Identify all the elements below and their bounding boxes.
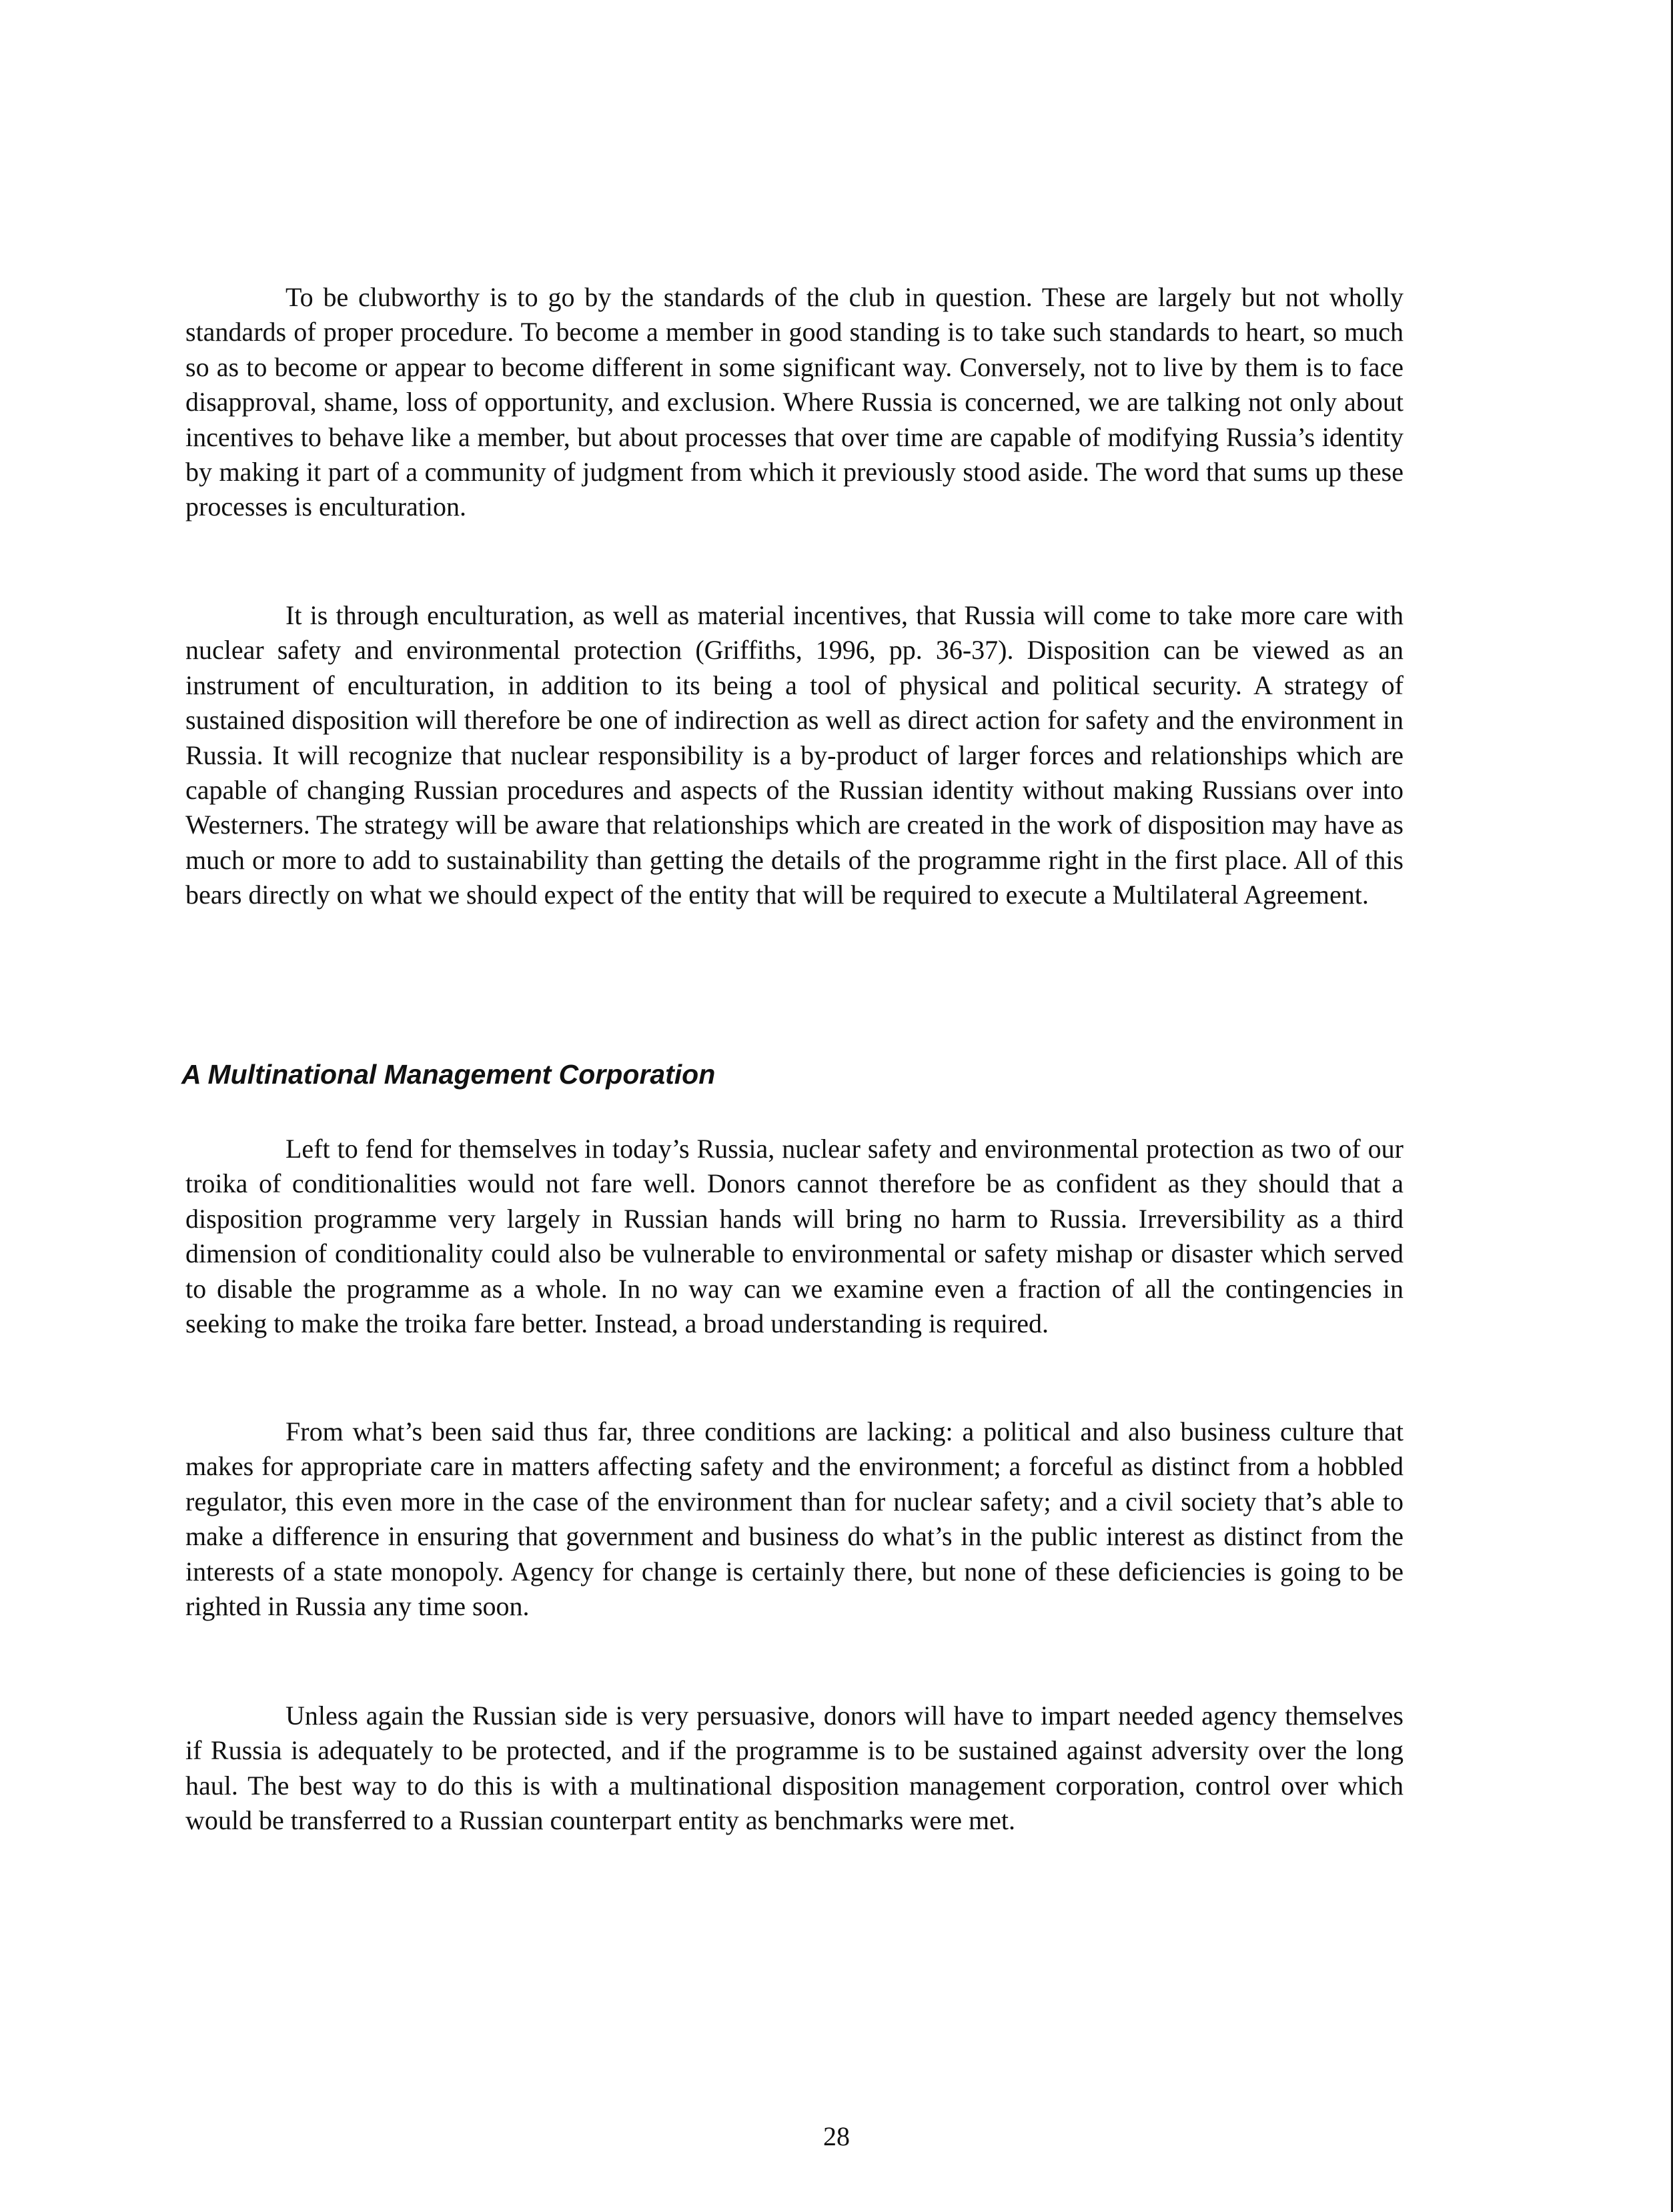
paragraph-fend-for-themselves: Left to fend for themselves in today’s Russia, nuclear safety and environmental protection as two of our troika of conditionalities would not fare well. Donors cannot therefore be as confident as they should that a disposition programme very largely in Russian hands will bring no harm to Russia. Irreversibility as a third dimension of conditionality could also be vulnerable to environmental or safety mishap or disaster which served to disable the programme as a whole. In no way can we examine even a fraction of all the contingencies in seeking to make the troika fare better. Instead, a broad understanding is required. [185,1134,1404,1339]
paragraph-clubworthy: To be clubworthy is to go by the standards of the club in question. These are largely but not wholly standards of proper procedure. To become a member in good standing is to take such standards to heart, so much so as to become or appear to become different in some significant way. Conversely, not to live by them is to face disapproval, shame, loss of opportunity, and exclusion. Where Russia is concerned, we are talking not only about incentives to behave like a member, but about processes that over time are capable of modifying Russia’s identity by making it part of a community of judgment from which it previously stood aside. The word that sums up these processes is enculturation. [185,282,1404,522]
paragraph-enculturation: It is through enculturation, as well as material incentives, that Russia will come to take more care with nuclear safety and environmental protection (Griffiths, 1996, pp. 36-37). Disposition can be viewed as an instrument of enculturation, in addition to its being a tool of physical and political security. A strategy of sustained disposition will therefore be one of indirection as well as direct action for safety and the environment in Russia. It will recognize that nuclear responsibility is a by-product of larger forces and relationships which are capable of changing Russian procedures and aspects of the Russian identity without making Russians over into Westerners. The strategy will be aware that relationships which are created in the work of disposition may have as much or more to add to sustainability than getting the details of the programme right in the first place. All of this bears directly on what we should expect of the entity that will be required to execute a Multilateral Agreement. [185,600,1404,910]
paragraph-donors-agency: Unless again the Russian side is very persuasive, donors will have to impart needed agency themselves if Russia is adequately to be protected, and if the programme is to be sustained against adversity over the long haul. The best way to do this is with a multinational disposition management corporation, control over which would be transferred to a Russian counterpart entity as benchmarks were met. [185,1701,1404,1836]
page-number: 28 [823,2121,850,2151]
section-heading: A Multinational Management Corporation [181,1059,716,1090]
paragraph-conditions-lacking: From what’s been said thus far, three conditions are lacking: a political and also business culture that makes for appropriate care in matters affecting safety and the environment; a forceful as distinct from a hobbled regulator, this even more in the case of the environment than for nuclear safety; and a civil society that’s able to make a difference in ensuring that government and business do what’s in the public interest as distinct from the interests of a state monopoly. Agency for change is certainly there, but none of these deficiencies is going to be righted in Russia any time soon. [185,1416,1404,1622]
